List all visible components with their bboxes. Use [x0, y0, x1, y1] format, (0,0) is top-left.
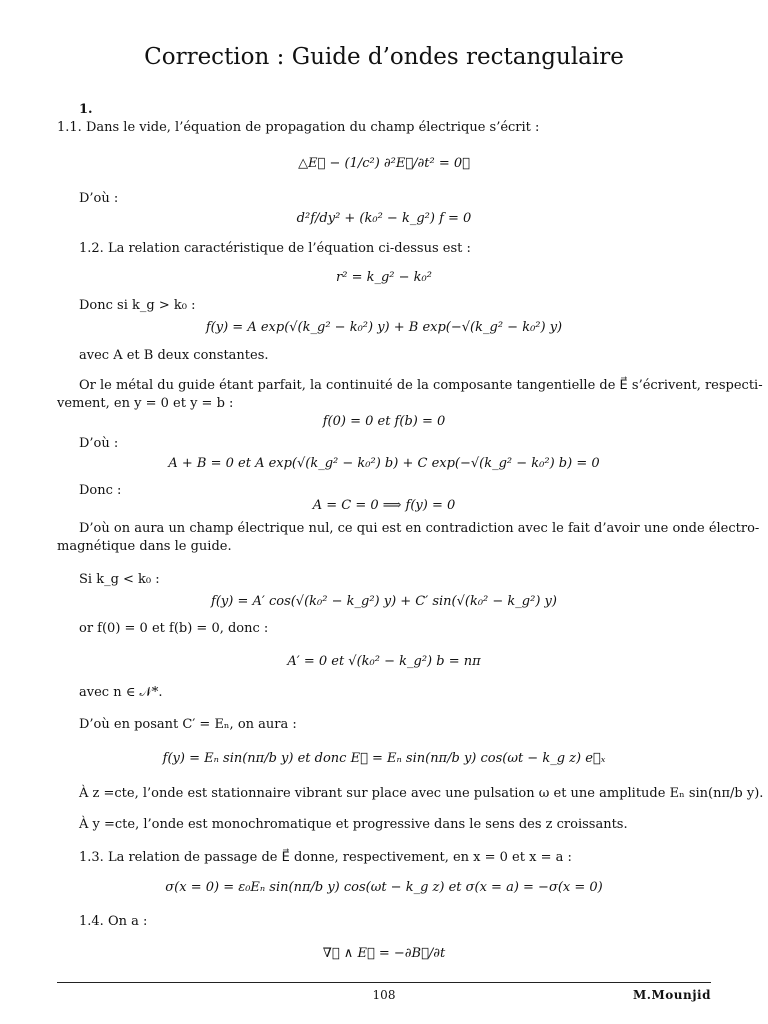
footer-divider: [57, 982, 711, 983]
equation: f(y) = Eₙ sin(nπ/b y) et donc E⃗ = Eₙ sin(nπ/b y) cos(ωt − k_g z) e⃗ₓ: [162, 751, 606, 766]
footer-author: M.Mounjid: [633, 988, 711, 1002]
paragraph-line: 1.3. La relation de passage de E⃗ donne, respectivement, en x = 0 et x = a :: [79, 850, 572, 865]
section-number: 1.: [79, 102, 93, 117]
page-title: Correction : Guide d’ondes rectangulaire: [144, 44, 624, 70]
equation: d²f/dy² + (k₀² − k_g²) f = 0: [296, 211, 472, 226]
paragraph-line: vement, en y = 0 et y = b :: [57, 396, 234, 411]
equation: f(y) = A′ cos(√(k₀² − k_g²) y) + C′ sin(√(k₀² − k_g²) y): [211, 594, 557, 609]
paragraph-line: 1.4. On a :: [79, 914, 148, 929]
equation: A + B = 0 et A exp(√(k_g² − k₀²) b) + C exp(−√(k_g² − k₀²) b) = 0: [168, 456, 600, 471]
equation: σ(x = 0) = ε₀Eₙ sin(nπ/b y) cos(ωt − k_g z) et σ(x = a) = −σ(x = 0): [165, 880, 603, 895]
paragraph-line: D’où on aura un champ électrique nul, ce qui est en contradiction avec le fait d’avoir une onde électro-: [79, 521, 760, 536]
paragraph-line: À y =cte, l’onde est monochromatique et progressive dans le sens des z croissants.: [79, 817, 628, 832]
paragraph-line: Or le métal du guide étant parfait, la continuité de la composante tangentielle de E⃗ s’écrivent, respecti-: [79, 378, 763, 393]
page-number: 108: [372, 988, 396, 1002]
equation: r² = k_g² − k₀²: [336, 270, 432, 285]
paragraph-line: Donc :: [79, 483, 122, 498]
equation: f(0) = 0 et f(b) = 0: [322, 414, 446, 429]
equation: A = C = 0 ⟹ f(y) = 0: [312, 498, 456, 513]
paragraph-line: magnétique dans le guide.: [57, 539, 232, 554]
equation: △E⃗ − (1/c²) ∂²E⃗/∂t² = 0⃗: [298, 156, 470, 171]
paragraph-line: 1.2. La relation caractéristique de l’équation ci-dessus est :: [79, 241, 471, 256]
paragraph-line: or f(0) = 0 et f(b) = 0, donc :: [79, 621, 269, 636]
equation: A′ = 0 et √(k₀² − k_g²) b = nπ: [287, 654, 481, 669]
paragraph-line: Donc si k_g > k₀ :: [79, 298, 196, 313]
equation: ∇⃗ ∧ E⃗ = −∂B⃗/∂t: [322, 946, 446, 961]
paragraph-line: D’où en posant C′ = Eₙ, on aura :: [79, 717, 297, 732]
paragraph-line: avec n ∈ 𝒩*.: [79, 685, 163, 700]
paragraph-line: D’où :: [79, 436, 119, 451]
paragraph-line: À z =cte, l’onde est stationnaire vibrant sur place avec une pulsation ω et une amplitude Eₙ sin(nπ/b y).: [79, 786, 764, 801]
equation: f(y) = A exp(√(k_g² − k₀²) y) + B exp(−√(k_g² − k₀²) y): [205, 320, 563, 335]
paragraph-line: D’où :: [79, 191, 119, 206]
paragraph-line: avec A et B deux constantes.: [79, 348, 269, 363]
paragraph-line: 1.1. Dans le vide, l’équation de propagation du champ électrique s’écrit :: [57, 120, 540, 135]
paragraph-line: Si k_g < k₀ :: [79, 572, 160, 587]
